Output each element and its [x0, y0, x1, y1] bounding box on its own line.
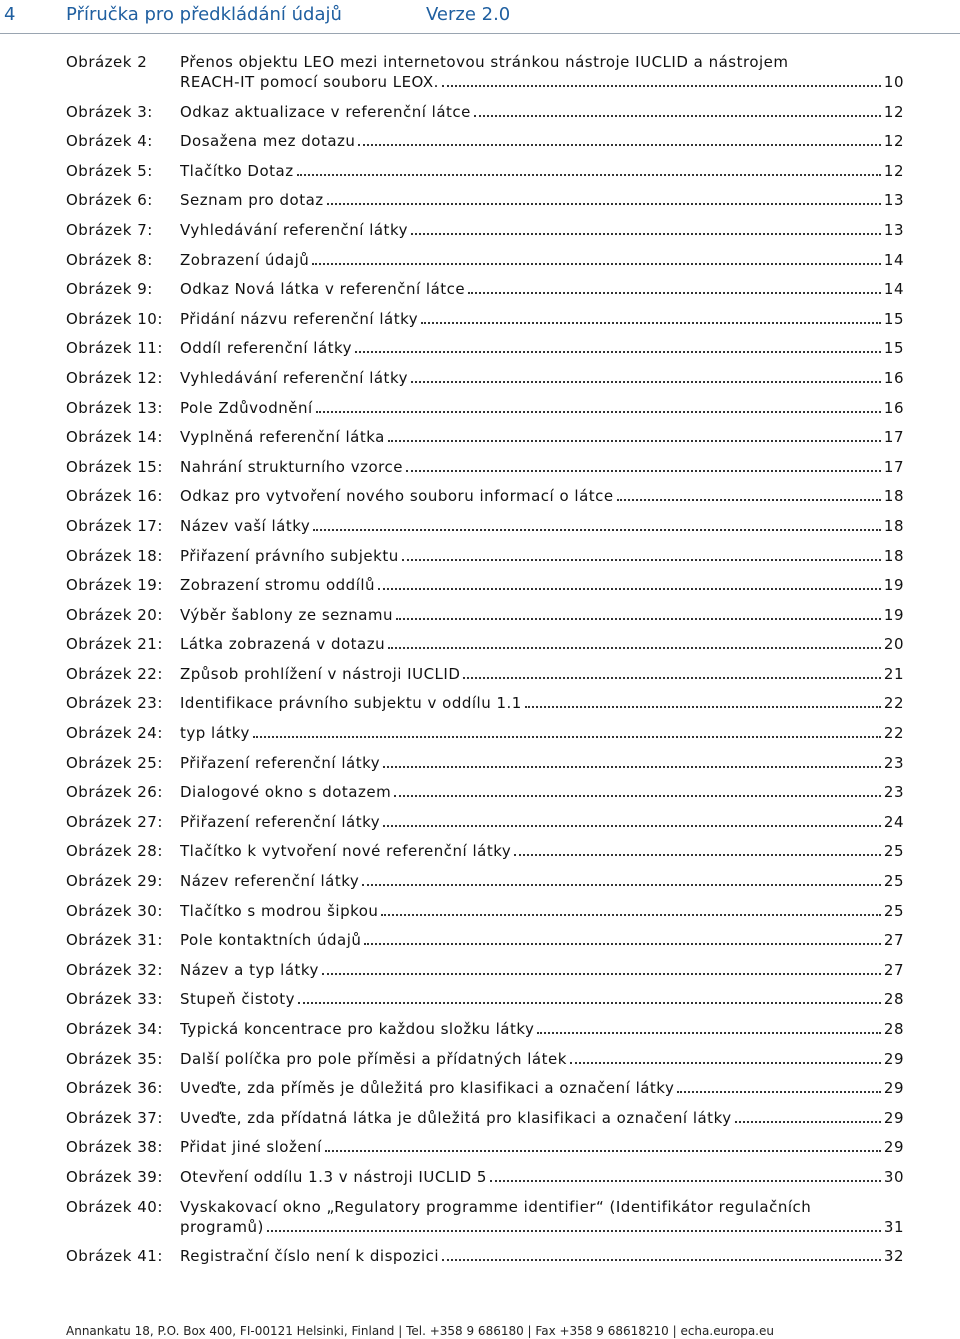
- figure-label: Obrázek 5:: [66, 161, 153, 180]
- figure-label: Obrázek 35:: [66, 1049, 163, 1068]
- page-ref: 23: [883, 783, 904, 802]
- figure-label: Obrázek 27:: [66, 812, 163, 831]
- dot-leader: [411, 233, 881, 235]
- page-ref: 13: [883, 220, 904, 239]
- figure-entry: [180, 1019, 904, 1039]
- figure-title: Přiřazení právního subjektu: [180, 546, 399, 565]
- dot-leader: [468, 292, 881, 294]
- figure-title: Tlačítko s modrou šipkou: [180, 901, 379, 920]
- figure-title: Název a typ látky: [180, 960, 319, 979]
- toc-entry[interactable]: [66, 634, 904, 654]
- toc-entry[interactable]: [66, 398, 904, 418]
- toc-entry[interactable]: [66, 782, 904, 802]
- figure-label: Obrázek 22:: [66, 664, 163, 683]
- page-ref: 21: [883, 664, 904, 683]
- figure-label: Obrázek 30:: [66, 901, 163, 920]
- figure-entry: [180, 989, 904, 1009]
- figure-label: Obrázek 36:: [66, 1079, 163, 1098]
- dot-leader: [388, 647, 881, 649]
- dot-leader: [421, 322, 881, 324]
- page-ref: 12: [883, 161, 904, 180]
- page-ref: 25: [883, 901, 904, 920]
- figure-entry: [180, 812, 904, 832]
- toc-entry[interactable]: [66, 1078, 904, 1098]
- list-of-figures: [66, 52, 904, 1276]
- figure-label: Obrázek 26:: [66, 783, 163, 802]
- figure-entry: [180, 723, 904, 743]
- figure-label: Obrázek 18:: [66, 546, 163, 565]
- dot-leader: [617, 499, 881, 501]
- dot-leader: [411, 381, 881, 383]
- dot-leader: [442, 85, 881, 87]
- figure-label: Obrázek 17:: [66, 516, 163, 535]
- page-number: 4: [4, 4, 16, 25]
- toc-entry[interactable]: [66, 1108, 904, 1128]
- figure-entry: [180, 693, 904, 713]
- page-ref: 20: [883, 635, 904, 654]
- figure-title: Identifikace právního subjektu v oddílu 1.1: [180, 694, 522, 713]
- figure-title: Pole Zdůvodnění: [180, 398, 313, 417]
- figure-title: Tlačítko Dotaz: [180, 161, 294, 180]
- figure-entry: [180, 782, 904, 802]
- figure-title: Zobrazení údajů: [180, 250, 310, 269]
- dot-leader: [253, 736, 881, 738]
- figure-title: Stupeň čistoty: [180, 990, 295, 1009]
- page-ref: 13: [883, 191, 904, 210]
- toc-entry[interactable]: [66, 279, 904, 299]
- figure-label: Obrázek 38:: [66, 1138, 163, 1157]
- toc-entry[interactable]: [66, 516, 904, 536]
- dot-leader: [677, 1091, 881, 1093]
- dot-leader: [394, 795, 881, 797]
- figure-entry: [180, 753, 904, 773]
- figure-title: Další políčka pro pole příměsi a přídatných látek: [180, 1049, 567, 1068]
- page-ref: 18: [883, 487, 904, 506]
- page-ref: 27: [883, 960, 904, 979]
- dot-leader: [378, 588, 881, 590]
- figure-title: REACH-IT pomocí souboru LEOX.: [180, 73, 439, 91]
- toc-entry[interactable]: [66, 1019, 904, 1039]
- dot-leader: [355, 351, 881, 353]
- figure-entry: [180, 634, 904, 654]
- figure-entry: [180, 427, 904, 447]
- figure-title: Seznam pro dotaz: [180, 191, 324, 210]
- toc-entry[interactable]: [66, 220, 904, 240]
- figure-label: Obrázek 12:: [66, 368, 163, 387]
- toc-entry[interactable]: [66, 546, 904, 566]
- figure-label: Obrázek 16:: [66, 487, 163, 506]
- figure-label: Obrázek 4:: [66, 132, 153, 151]
- figure-label: Obrázek 19:: [66, 576, 163, 595]
- figure-label: Obrázek 3:: [66, 102, 153, 121]
- dot-leader: [570, 1062, 881, 1064]
- dot-leader: [383, 825, 881, 827]
- page-ref: 29: [883, 1108, 904, 1127]
- dot-leader: [322, 973, 881, 975]
- figure-label: Obrázek 7:: [66, 220, 153, 239]
- toc-entry[interactable]: [66, 930, 904, 950]
- figure-label: Obrázek 39:: [66, 1167, 163, 1186]
- toc-entry[interactable]: [66, 723, 904, 743]
- figure-label: Obrázek 2: [66, 53, 148, 71]
- page-ref: 18: [883, 546, 904, 565]
- page-ref: 17: [883, 428, 904, 447]
- figure-label: Obrázek 37:: [66, 1108, 163, 1127]
- figure-title: Dialogové okno s dotazem: [180, 783, 392, 802]
- figure-title: Nahrání strukturního vzorce: [180, 457, 403, 476]
- toc-entry[interactable]: [66, 102, 904, 122]
- dot-leader: [327, 203, 881, 205]
- figure-entry: [180, 516, 904, 536]
- figure-label: Obrázek 6:: [66, 191, 153, 210]
- figure-entry: [180, 546, 904, 566]
- figure-entry: [180, 279, 904, 299]
- figure-entry: [180, 871, 904, 891]
- page-ref: 17: [883, 457, 904, 476]
- dot-leader: [490, 1180, 881, 1182]
- page-ref: 15: [883, 339, 904, 358]
- figure-entry: [180, 309, 904, 329]
- toc-entry[interactable]: [66, 1197, 904, 1237]
- page-ref: 15: [883, 309, 904, 328]
- figure-title: Přiřazení referenční látky: [180, 812, 381, 831]
- figure-title: Odkaz aktualizace v referenční látce: [180, 102, 471, 121]
- figure-title: Odkaz Nová látka v referenční látce: [180, 280, 466, 299]
- figure-entry: [180, 338, 904, 358]
- figure-entry: [180, 1167, 904, 1187]
- page-ref: 25: [883, 872, 904, 891]
- toc-entry[interactable]: [66, 841, 904, 861]
- figure-entry: [180, 368, 904, 388]
- figure-title: Vyplněná referenční látka: [180, 428, 385, 447]
- toc-entry[interactable]: [66, 161, 904, 181]
- toc-entry[interactable]: [66, 1137, 904, 1157]
- figure-entry: [180, 1137, 904, 1157]
- figure-label: Obrázek 20:: [66, 605, 163, 624]
- toc-entry[interactable]: [66, 368, 904, 388]
- figure-label: Obrázek 33:: [66, 990, 163, 1009]
- figure-entry: [180, 1197, 904, 1237]
- figure-title: Tlačítko k vytvoření nové referenční látky: [180, 842, 512, 861]
- figure-title: Přidání názvu referenční látky: [180, 309, 419, 328]
- dot-leader: [442, 1259, 881, 1261]
- toc-entry[interactable]: [66, 190, 904, 210]
- toc-entry[interactable]: [66, 1246, 904, 1266]
- figure-label: Obrázek 13:: [66, 398, 163, 417]
- dot-leader: [525, 706, 881, 708]
- figure-entry: [180, 1246, 904, 1266]
- toc-entry[interactable]: [66, 486, 904, 506]
- figure-title: Výběr šablony ze seznamu: [180, 605, 394, 624]
- page-ref: 12: [883, 102, 904, 121]
- dot-leader: [313, 529, 881, 531]
- page-ref: 25: [883, 842, 904, 861]
- figure-title: Otevření oddílu 1.3 v nástroji IUCLID 5: [180, 1167, 487, 1186]
- figure-title: typ látky: [180, 724, 250, 743]
- page-ref: 31: [883, 1217, 904, 1236]
- dot-leader: [267, 1230, 881, 1232]
- page-ref: 16: [883, 368, 904, 387]
- page-ref: 19: [883, 576, 904, 595]
- figure-entry: [180, 131, 904, 151]
- figure-title-line1: Přenos objektu LEO mezi internetovou stránkou nástroje IUCLID a nástrojem: [180, 53, 789, 71]
- page-ref: 16: [883, 398, 904, 417]
- figure-label: Obrázek 29:: [66, 872, 163, 891]
- page-ref: 14: [883, 280, 904, 299]
- dot-leader: [388, 440, 881, 442]
- page-ref: 32: [883, 1247, 904, 1266]
- dot-leader: [362, 884, 881, 886]
- page-ref: 29: [883, 1079, 904, 1098]
- figure-entry: [180, 960, 904, 980]
- figure-label: Obrázek 25:: [66, 753, 163, 772]
- figure-title: Registrační číslo není k dispozici: [180, 1247, 440, 1266]
- dot-leader: [402, 559, 881, 561]
- figure-label: Obrázek 9:: [66, 280, 153, 299]
- figure-title: Vyhledávání referenční látky: [180, 368, 408, 387]
- dot-leader: [364, 943, 880, 945]
- toc-entry[interactable]: [66, 131, 904, 151]
- figure-entry: [180, 486, 904, 506]
- figure-entry: [180, 250, 904, 270]
- figure-title: Vyhledávání referenční látky: [180, 220, 408, 239]
- figure-entry: [180, 605, 904, 625]
- dot-leader: [381, 914, 880, 916]
- toc-entry[interactable]: [66, 309, 904, 329]
- figure-entry: [180, 102, 904, 122]
- dot-leader: [514, 854, 881, 856]
- figure-label: Obrázek 8:: [66, 250, 153, 269]
- toc-entry[interactable]: [66, 989, 904, 1009]
- figure-label: Obrázek 32:: [66, 960, 163, 979]
- figure-title: Zobrazení stromu oddílů: [180, 576, 376, 595]
- dot-leader: [298, 1002, 881, 1004]
- figure-label: Obrázek 28:: [66, 842, 163, 861]
- figure-title: Přiřazení referenční látky: [180, 753, 381, 772]
- toc-entry[interactable]: [66, 753, 904, 773]
- toc-entry[interactable]: [66, 812, 904, 832]
- toc-entry[interactable]: [66, 575, 904, 595]
- dot-leader: [474, 115, 881, 117]
- toc-entry[interactable]: [66, 693, 904, 713]
- figure-entry: [180, 457, 904, 477]
- figure-title: Oddíl referenční látky: [180, 339, 353, 358]
- toc-entry[interactable]: [66, 664, 904, 684]
- dot-leader: [735, 1121, 881, 1123]
- page-ref: 27: [883, 931, 904, 950]
- figure-entry: [180, 161, 904, 181]
- toc-entry[interactable]: [66, 52, 904, 92]
- figure-title: Způsob prohlížení v nástroji IUCLID: [180, 664, 461, 683]
- page-ref: 28: [883, 990, 904, 1009]
- figure-label: Obrázek 31:: [66, 931, 163, 950]
- figure-title: Odkaz pro vytvoření nového souboru informací o látce: [180, 487, 614, 506]
- figure-title: Uveďte, zda příměs je důležitá pro klasifikaci a označení látky: [180, 1079, 675, 1098]
- dot-leader: [406, 470, 881, 472]
- figure-entry: [180, 398, 904, 418]
- page-ref: 10: [883, 73, 904, 91]
- figure-entry: [180, 220, 904, 240]
- page-ref: 23: [883, 753, 904, 772]
- page-ref: 12: [883, 132, 904, 151]
- toc-entry[interactable]: [66, 427, 904, 447]
- dot-leader: [383, 766, 881, 768]
- figure-label: Obrázek 23:: [66, 694, 163, 713]
- toc-entry[interactable]: [66, 1167, 904, 1187]
- figure-label: Obrázek 24:: [66, 724, 163, 743]
- dot-leader: [297, 174, 881, 176]
- page-ref: 14: [883, 250, 904, 269]
- figure-title: Název vaší látky: [180, 516, 311, 535]
- figure-entry: [180, 841, 904, 861]
- figure-title: Látka zobrazená v dotazu: [180, 635, 386, 654]
- figure-entry: [180, 1108, 904, 1128]
- figure-title: Název referenční látky: [180, 872, 360, 891]
- page-ref: 29: [883, 1049, 904, 1068]
- figure-title: Pole kontaktních údajů: [180, 931, 362, 950]
- toc-entry[interactable]: [66, 338, 904, 358]
- page-ref: 30: [883, 1167, 904, 1186]
- toc-entry[interactable]: [66, 901, 904, 921]
- toc-entry[interactable]: [66, 605, 904, 625]
- figure-entry: [180, 52, 904, 92]
- figure-entry: [180, 575, 904, 595]
- page-ref: 28: [883, 1020, 904, 1038]
- page-ref: 19: [883, 605, 904, 624]
- figure-title-line1: Vyskakovací okno „Regulatory programme identifier“ (Identifikátor regulačních: [180, 1197, 812, 1216]
- dot-leader: [537, 1032, 881, 1034]
- figure-label: Obrázek 11:: [66, 339, 163, 358]
- page-ref: 22: [883, 724, 904, 743]
- figure-title: Dosažena mez dotazu: [180, 132, 356, 151]
- dot-leader: [463, 677, 881, 679]
- figure-label: Obrázek 34:: [66, 1020, 163, 1038]
- page-footer: Annankatu 18, P.O. Box 400, FI-00121 Helsinki, Finland | Tel. +358 9 686180 | Fax +358 9 68618210 | echa.europa.eu: [66, 1324, 774, 1338]
- dot-leader: [312, 263, 881, 265]
- figure-title: Přidat jiné složení: [180, 1138, 322, 1157]
- dot-leader: [325, 1150, 881, 1152]
- figure-label: Obrázek 14:: [66, 428, 163, 447]
- header-divider: [0, 33, 960, 34]
- page-ref: 29: [883, 1138, 904, 1157]
- figure-title: Typická koncentrace pro každou složku látky: [180, 1020, 535, 1038]
- page-ref: 24: [883, 812, 904, 831]
- dot-leader: [358, 144, 880, 146]
- figure-label: Obrázek 40:: [66, 1197, 163, 1216]
- figure-label: Obrázek 41:: [66, 1247, 163, 1266]
- figure-entry: [180, 901, 904, 921]
- figure-title: Uveďte, zda přídatná látka je důležitá pro klasifikaci a označení látky: [180, 1108, 732, 1127]
- dot-leader: [316, 411, 881, 413]
- figure-entry: [180, 1078, 904, 1098]
- page-ref: 22: [883, 694, 904, 713]
- figure-entry: [180, 1049, 904, 1069]
- toc-entry[interactable]: [66, 457, 904, 477]
- figure-entry: [180, 664, 904, 684]
- figure-entry: [180, 930, 904, 950]
- figure-label: Obrázek 21:: [66, 635, 163, 654]
- dot-leader: [396, 618, 881, 620]
- page-header: [0, 0, 960, 36]
- figure-title: programů): [180, 1217, 264, 1236]
- toc-entry[interactable]: [66, 250, 904, 270]
- document-version: Verze 2.0: [426, 4, 511, 25]
- figure-entry: [180, 190, 904, 210]
- document-title: Příručka pro předkládání údajů: [66, 4, 342, 25]
- toc-entry[interactable]: [66, 871, 904, 891]
- figure-label: Obrázek 15:: [66, 457, 163, 476]
- page-ref: 18: [883, 516, 904, 535]
- figure-label: Obrázek 10:: [66, 309, 163, 328]
- toc-entry[interactable]: [66, 960, 904, 980]
- toc-entry[interactable]: [66, 1049, 904, 1069]
